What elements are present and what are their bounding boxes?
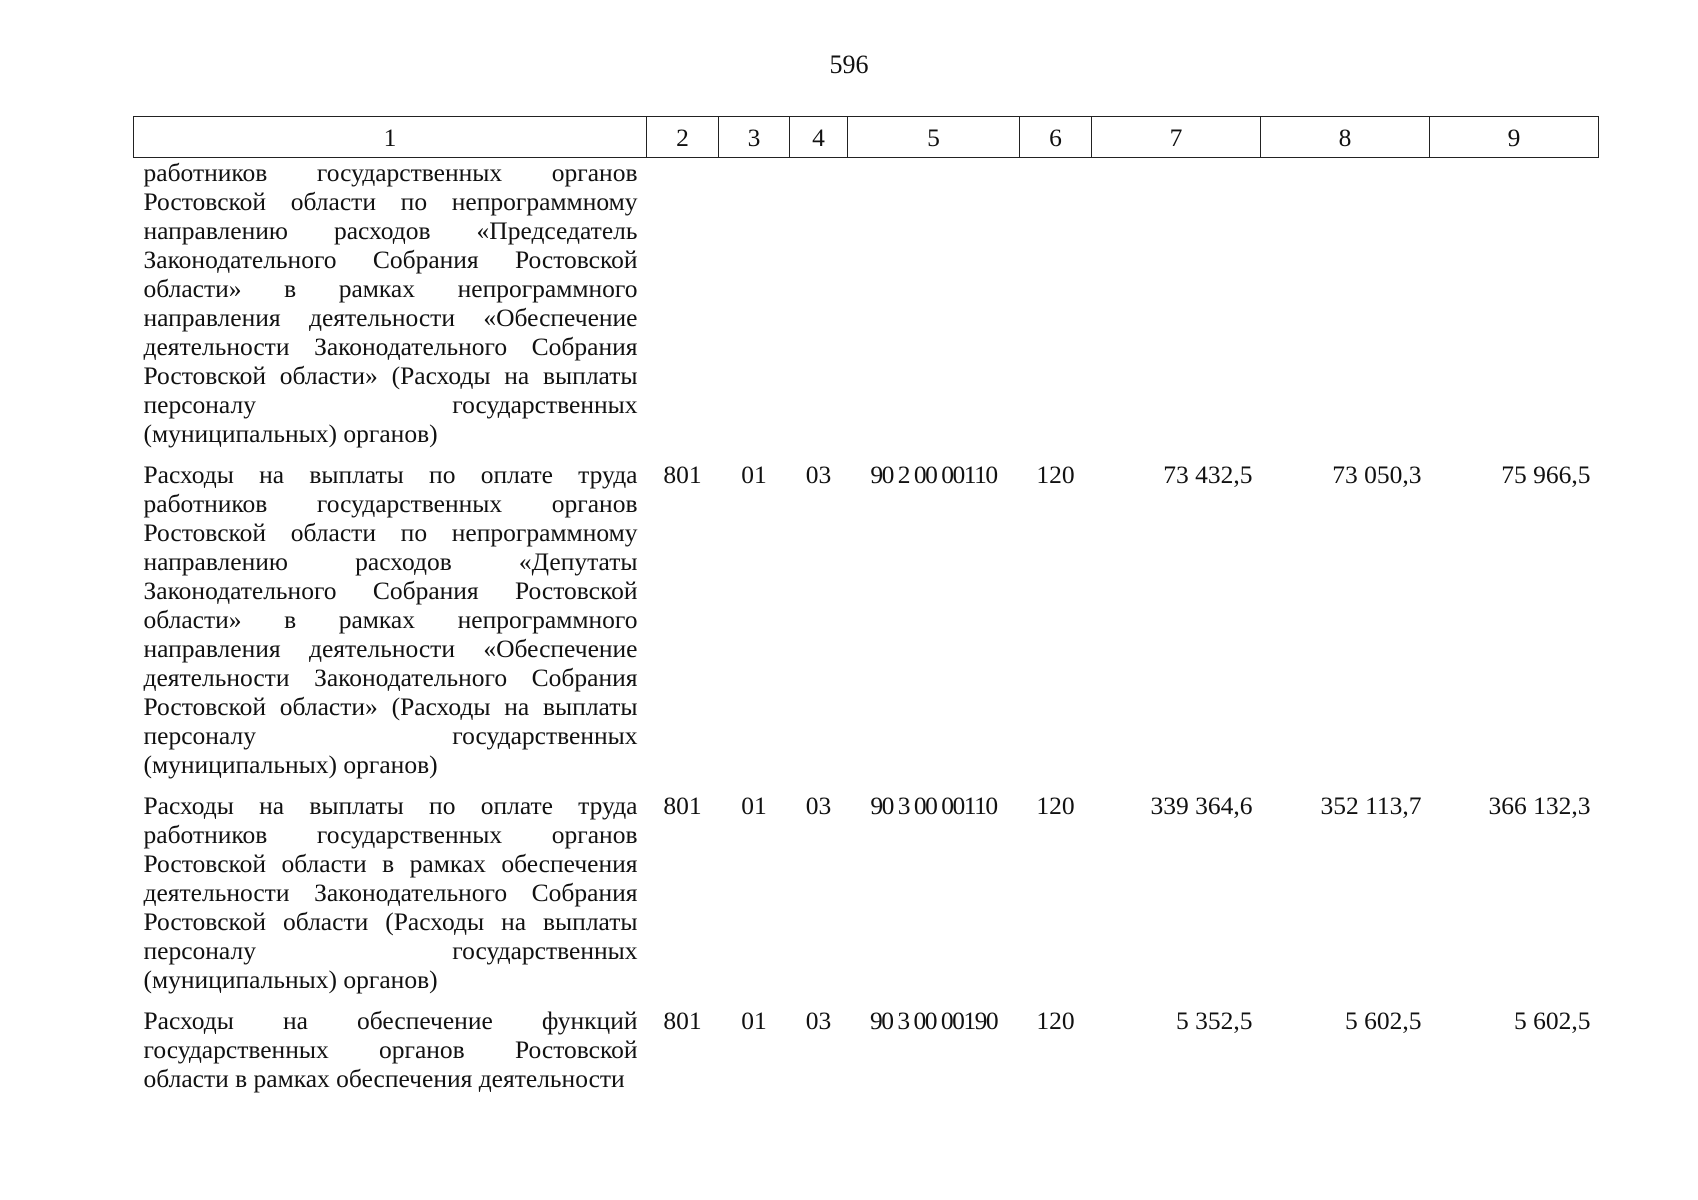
cell-amount-col7: 339 364,6 bbox=[1150, 791, 1253, 820]
cell-subsection-code: 03 bbox=[805, 791, 832, 820]
cell-amount-col8: 5 602,5 bbox=[1345, 1006, 1422, 1035]
column-header-1: 1 bbox=[134, 117, 647, 158]
cell-target-article: 90 2 00 00110 bbox=[870, 460, 997, 489]
cell-amount-col9: 75 966,5 bbox=[1501, 460, 1591, 489]
cell-subsection-code bbox=[790, 158, 848, 461]
cell-amount-col7: 5 352,5 bbox=[1176, 1006, 1253, 1035]
column-header-3: 3 bbox=[719, 117, 790, 158]
cell-section-code bbox=[719, 158, 790, 461]
cell-amount-col9: 366 132,3 bbox=[1488, 791, 1591, 820]
cell-amount-col8: 73 050,3 bbox=[1332, 460, 1422, 489]
column-header-9: 9 bbox=[1430, 117, 1599, 158]
cell-ministry-code: 801 bbox=[663, 460, 702, 489]
page-number: 596 bbox=[829, 50, 869, 79]
cell-target-article: 90 3 00 00110 bbox=[870, 791, 997, 820]
cell-subsection-code: 03 bbox=[805, 1006, 832, 1035]
cell-expense-type bbox=[1020, 158, 1092, 461]
budget-table bbox=[133, 116, 1599, 1105]
column-header-5: 5 bbox=[848, 117, 1020, 158]
cell-amount-col8 bbox=[1261, 158, 1430, 461]
row-description: работников государственных органов Ростовской области по непрограммному направлению расходов «Председатель Законодательного Собрания Ростовской области» в рамках непрограммного направления деятельности «Обеспечение деятельности Законодательного Собрания Ростовской области» (Расходы на выплаты персоналу государственных (муниципальных) органов) bbox=[143, 158, 638, 448]
cell-expense-type: 120 bbox=[1036, 460, 1075, 489]
cell-section-code: 01 bbox=[741, 1006, 767, 1035]
column-header-8: 8 bbox=[1261, 117, 1430, 158]
table-row bbox=[134, 791, 1599, 1006]
cell-amount-col8: 352 113,7 bbox=[1320, 791, 1422, 820]
cell-target-article: 90 3 00 00190 bbox=[869, 1006, 998, 1035]
cell-amount-col7: 73 432,5 bbox=[1163, 460, 1253, 489]
table-row bbox=[134, 1006, 1599, 1105]
cell-amount-col9 bbox=[1430, 158, 1599, 461]
table-row bbox=[134, 460, 1599, 791]
cell-expense-type: 120 bbox=[1036, 1006, 1075, 1035]
column-header-6: 6 bbox=[1020, 117, 1092, 158]
cell-amount-col7 bbox=[1092, 158, 1261, 461]
cell-ministry-code: 801 bbox=[663, 791, 702, 820]
cell-ministry-code: 801 bbox=[663, 1006, 702, 1035]
cell-target-article bbox=[848, 158, 1020, 461]
row-description: Расходы на обеспечение функций государственных органов Ростовской области в рамках обеспечения деятельности bbox=[143, 1006, 638, 1093]
cell-subsection-code: 03 bbox=[805, 460, 832, 489]
table-row bbox=[134, 158, 1599, 461]
table-header-row bbox=[134, 117, 1599, 158]
column-header-2: 2 bbox=[647, 117, 719, 158]
cell-ministry-code bbox=[647, 158, 719, 461]
column-header-7: 7 bbox=[1092, 117, 1261, 158]
cell-section-code: 01 bbox=[741, 460, 767, 489]
row-description: Расходы на выплаты по оплате труда работников государственных органов Ростовской области в рамках обеспечения деятельности Законодательного Собрания Ростовской области (Расходы на выплаты персоналу государственных (муниципальных) органов) bbox=[143, 791, 638, 994]
cell-expense-type: 120 bbox=[1036, 791, 1075, 820]
column-header-4: 4 bbox=[790, 117, 848, 158]
cell-section-code: 01 bbox=[741, 791, 767, 820]
row-description: Расходы на выплаты по оплате труда работников государственных органов Ростовской области по непрограммному направлению расходов «Депутаты Законодательного Собрания Ростовской области» в рамках непрограммного направления деятельности «Обеспечение деятельности Законодательного Собрания Ростовской области» (Расходы на выплаты персоналу государственных (муниципальных) органов) bbox=[143, 460, 638, 779]
cell-amount-col9: 5 602,5 bbox=[1514, 1006, 1591, 1035]
